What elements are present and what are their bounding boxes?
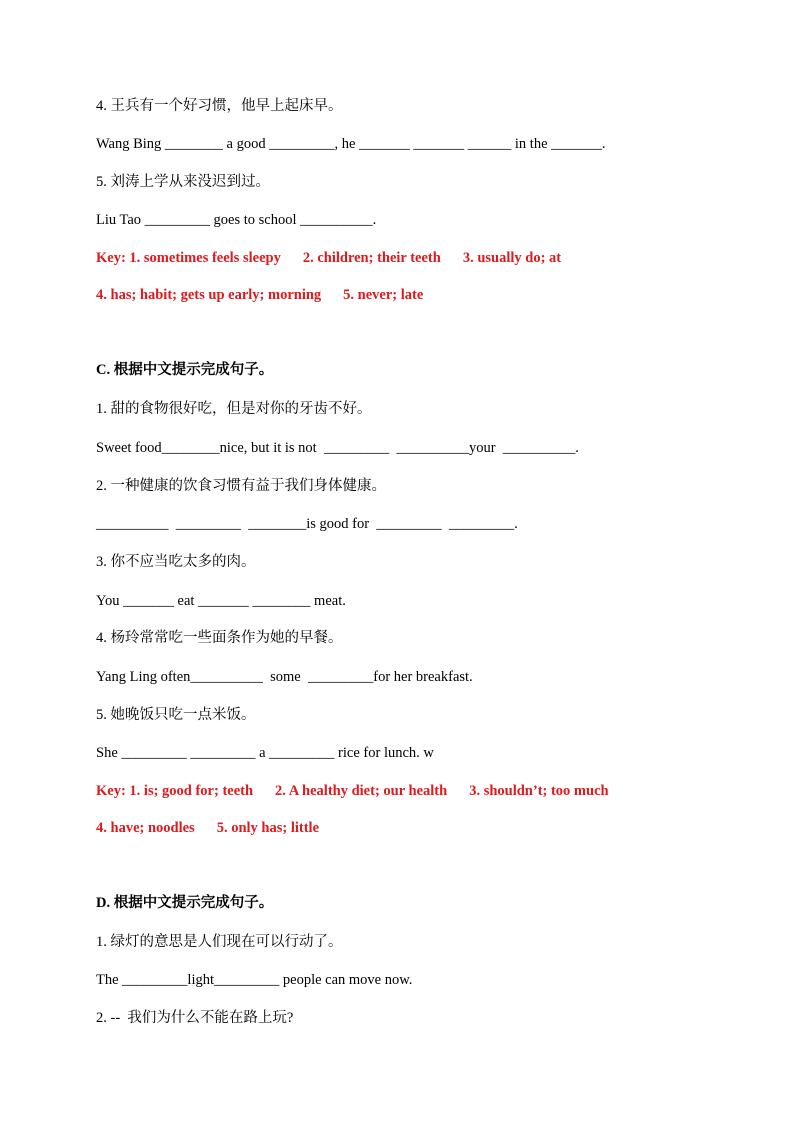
section-c-heading: C. 根据中文提示完成句子。 bbox=[96, 362, 274, 378]
b-key-5: 5. never; late bbox=[343, 287, 424, 303]
b-q4-english: Wang Bing ________ a good _________, he _______ _______ ______ in the _______. bbox=[96, 136, 606, 152]
d-q2-chinese: 2. -- 我们为什么不能在路上玩? bbox=[96, 1010, 294, 1026]
c-q2-chinese: 2. 一种健康的饮食习惯有益于我们身体健康。 bbox=[96, 478, 386, 494]
c-key-2: 2. A healthy diet; our health bbox=[275, 783, 448, 799]
c-key-line-2 bbox=[96, 818, 319, 838]
b-q5-chinese: 5. 刘涛上学从来没迟到过。 bbox=[96, 174, 270, 190]
c-q1-english: Sweet food________nice, but it is not _________ __________your __________. bbox=[96, 440, 579, 456]
c-key-line-1 bbox=[96, 781, 609, 801]
d-q1-chinese: 1. 绿灯的意思是人们现在可以行动了。 bbox=[96, 934, 343, 950]
b-key-2: 2. children; their teeth bbox=[302, 250, 441, 266]
c-q3-english: You _______ eat _______ ________ meat. bbox=[96, 593, 346, 609]
b-q4-chinese: 4. 王兵有一个好习惯，他早上起床早。 bbox=[96, 98, 343, 114]
c-key-4: 4. have; noodles bbox=[96, 820, 195, 836]
b-key-4: 4. has; habit; gets up early; morning bbox=[96, 287, 322, 303]
c-q5-english: She _________ _________ a _________ rice for lunch. w bbox=[96, 745, 434, 761]
d-q1-english: The _________light_________ people can move now. bbox=[96, 972, 413, 988]
section-d-heading: D. 根据中文提示完成句子。 bbox=[96, 895, 274, 911]
b-key-line-2 bbox=[96, 285, 423, 305]
b-key-1: Key: 1. sometimes feels sleepy bbox=[96, 250, 281, 266]
c-key-5: 5. only has; little bbox=[216, 820, 320, 836]
c-q1-chinese: 1. 甜的食物很好吃，但是对你的牙齿不好。 bbox=[96, 401, 372, 417]
b-key-3: 3. usually do; at bbox=[462, 250, 562, 266]
b-key-line-1 bbox=[96, 248, 561, 268]
c-q2-english: __________ _________ ________is good for _________ _________. bbox=[96, 516, 518, 532]
c-key-3: 3. shouldn’t; too much bbox=[469, 783, 609, 799]
c-q4-english: Yang Ling often__________ some _________for her breakfast. bbox=[96, 669, 473, 685]
c-key-1: Key: 1. is; good for; teeth bbox=[96, 783, 254, 799]
c-q4-chinese: 4. 杨玲常常吃一些面条作为她的早餐。 bbox=[96, 630, 343, 646]
c-q3-chinese: 3. 你不应当吃太多的肉。 bbox=[96, 554, 256, 570]
b-q5-english: Liu Tao _________ goes to school __________. bbox=[96, 212, 377, 228]
c-q5-chinese: 5. 她晚饭只吃一点米饭。 bbox=[96, 707, 256, 723]
